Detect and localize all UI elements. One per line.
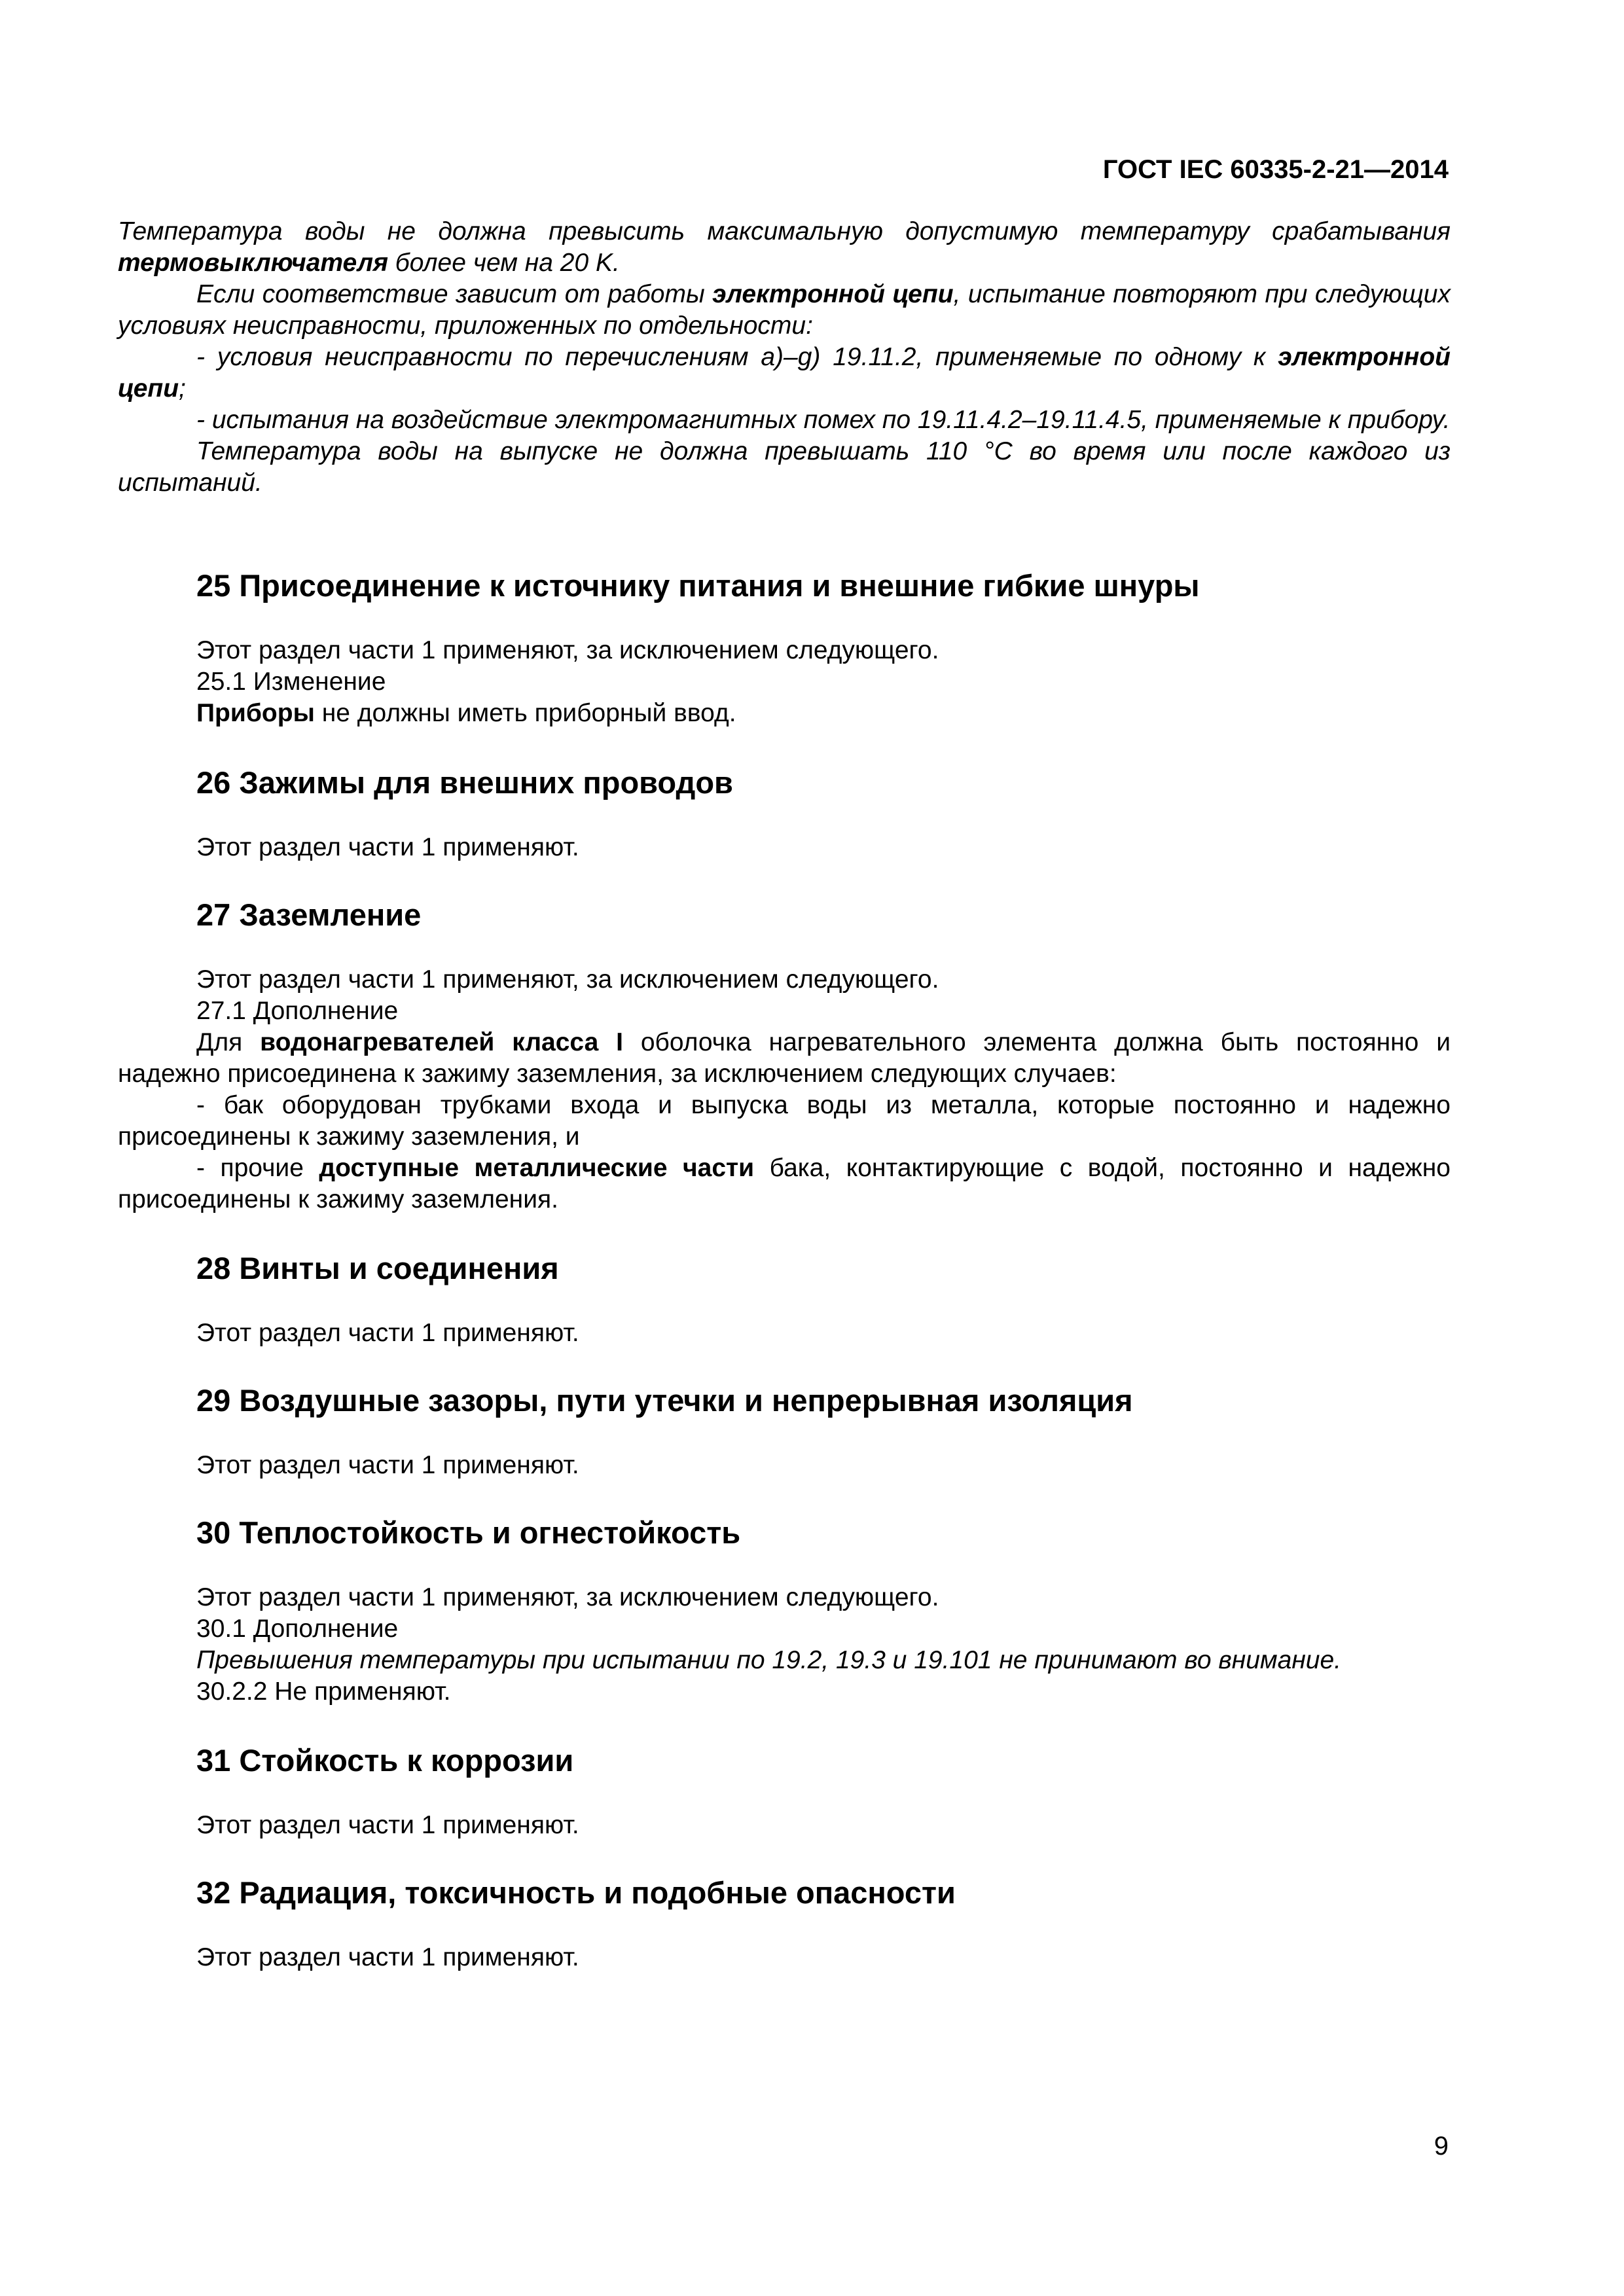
- text-run: , испытание повторяют при следующих условиях неисправности, приложенных по отдельности:: [118, 280, 1451, 340]
- text-run: бака, контактирующие с водой, постоянно и надежно присоединены к зажиму заземления.: [118, 1154, 1451, 1213]
- section-27-line-4: - бак оборудован трубками входа и выпуска воды из металла, которые постоянно и надежно присоединены к зажиму заземления, и: [118, 1091, 1451, 1151]
- section-27-line-3: [118, 1027, 1451, 1090]
- page-number: 9: [1434, 2132, 1449, 2161]
- section-32-body: [118, 1942, 1451, 1973]
- bold-term: термовыключателя: [118, 249, 388, 277]
- bold-term: электронной цепи: [712, 280, 954, 308]
- section-25-heading: 25 Присоединение к источнику питания и внешние гибкие шнуры: [196, 568, 1200, 603]
- text-run: Если соответствие зависит от работы: [196, 280, 713, 308]
- intro-paragraph-2: [118, 279, 1451, 342]
- text-run: оболочка нагревательного элемента должна быть постоянно и надежно присоединена к зажиму заземления, за исключением следующих случаев:: [118, 1028, 1451, 1088]
- intro-paragraph-5: Температура воды на выпуске не должна превышать 110 °C во время или после каждого из испытаний.: [118, 437, 1451, 497]
- section-28-body: [118, 1318, 1451, 1349]
- text-run: Для: [196, 1028, 261, 1056]
- section-30-body: [118, 1582, 1451, 1708]
- section-27-line-1: Этот раздел части 1 применяют, за исключением следующего.: [196, 965, 939, 994]
- section-25-line-3: [118, 698, 1451, 729]
- section-31-line-1: Этот раздел части 1 применяют.: [196, 1811, 579, 1839]
- section-25-body: [118, 635, 1451, 729]
- intro-paragraph-1: [118, 216, 1451, 279]
- bold-term: Приборы: [196, 699, 315, 727]
- text-run: не должны иметь приборный ввод.: [314, 699, 736, 727]
- intro-block: [118, 216, 1451, 499]
- text-run: - прочие: [196, 1154, 319, 1182]
- text-run: - условия неисправности по перечислениям a)–g) 19.11.2, применяемые по одному к: [196, 343, 1278, 371]
- section-27-heading: 27 Заземление: [196, 897, 422, 932]
- section-32-line-1: Этот раздел части 1 применяют.: [196, 1943, 579, 1971]
- section-30-line-2: 30.1 Дополнение: [196, 1615, 399, 1643]
- section-30-line-3: Превышения температуры при испытании по 19.2, 19.3 и 19.101 не принимают во внимание.: [196, 1646, 1342, 1674]
- section-30-line-1: Этот раздел части 1 применяют, за исключением следующего.: [196, 1583, 939, 1611]
- intro-paragraph-4: - испытания на воздействие электромагнитных помех по 19.11.4.2–19.11.4.5, применяемые к прибору.: [196, 406, 1451, 434]
- section-29-body: [118, 1450, 1451, 1481]
- section-32-heading: 32 Радиация, токсичность и подобные опасности: [196, 1875, 956, 1910]
- bold-term: водонагревателей класса I: [260, 1028, 623, 1056]
- text-run: более чем на 20 K.: [388, 249, 620, 277]
- section-31-body: [118, 1810, 1451, 1841]
- text-run: Температура воды не должна превысить максимальную допустимую температуру срабатывания: [118, 217, 1451, 245]
- section-26-heading: 26 Зажимы для внешних проводов: [196, 765, 733, 800]
- text-run: ;: [179, 374, 186, 403]
- section-29-heading: 29 Воздушные зазоры, пути утечки и непрерывная изоляция: [196, 1383, 1133, 1418]
- section-28-line-1: Этот раздел части 1 применяют.: [196, 1319, 579, 1347]
- intro-paragraph-3: [118, 342, 1451, 404]
- section-30-heading: 30 Теплостойкость и огнестойкость: [196, 1515, 741, 1550]
- section-26-line-1: Этот раздел части 1 применяют.: [196, 833, 579, 861]
- section-29-line-1: Этот раздел части 1 применяют.: [196, 1451, 579, 1479]
- bold-term: электронной цепи: [118, 343, 1451, 403]
- section-27-line-2: 27.1 Дополнение: [196, 997, 399, 1025]
- section-25-line-2: 25.1 Изменение: [196, 668, 386, 696]
- section-27-body: [118, 964, 1451, 1215]
- section-25-line-1: Этот раздел части 1 применяют, за исключением следующего.: [196, 636, 939, 664]
- section-28-heading: 28 Винты и соединения: [196, 1251, 559, 1285]
- section-27-line-5: [118, 1153, 1451, 1215]
- bold-term: доступные металлические части: [319, 1154, 755, 1182]
- section-31-heading: 31 Стойкость к коррозии: [196, 1743, 574, 1778]
- section-30-line-4: 30.2.2 Не применяют.: [196, 1677, 451, 1706]
- document-header-id: ГОСТ IEC 60335-2-21—2014: [1102, 155, 1449, 184]
- section-26-body: [118, 832, 1451, 863]
